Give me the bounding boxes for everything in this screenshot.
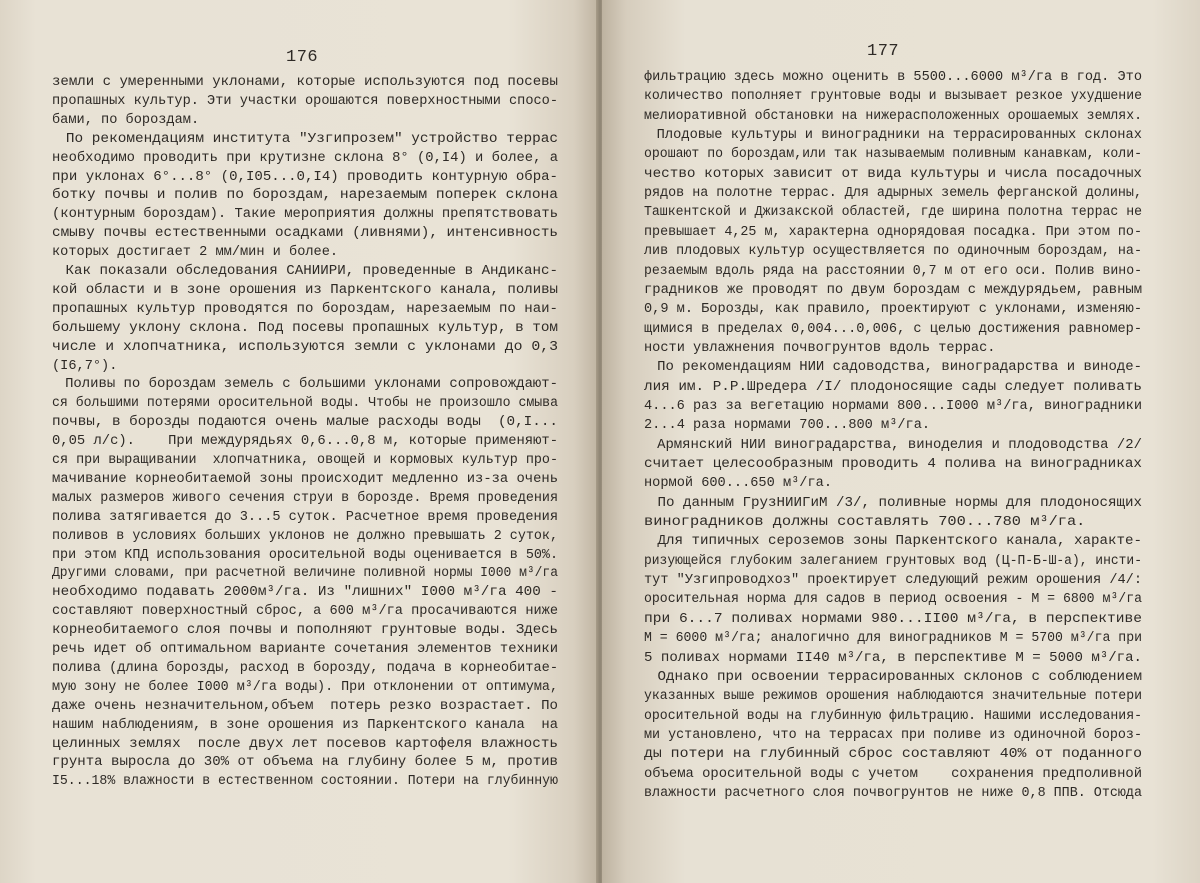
text-line: при этом КПД использования оросительной воды оценивается в 50%. [52, 546, 558, 563]
text-line: речь идет об оптимальном варианте сочетания элементов техники [52, 641, 558, 657]
text-line: пропашных культур. Эти участки орошаются поверхностными спосо- [52, 92, 558, 109]
text-line: Как показали обследования САНИИРИ, проведенные в Андиканс- [40, 263, 558, 279]
right-page-number: 177 [867, 42, 900, 61]
text-line: кой области и в зоне орошения из Паркентского канала, поливы [52, 281, 558, 298]
text-line: 2...4 раза нормами 700...800 м³/га. [644, 417, 931, 434]
text-line: Для типичных сероземов зоны Паркентского канала, характе- [632, 533, 1142, 550]
text-line: смыву почвы естественными осадками (ливнями), интенсивность [52, 225, 558, 242]
text-line: считает целесообразным проводить 4 полива на виноградниках [644, 456, 1142, 472]
text-line: нормой 600...650 м³/га. [644, 475, 832, 492]
text-line: малых размеров живого сечения струи в борозде. Время проведения [52, 489, 558, 506]
text-line: ся при выращивании хлопчатника, овощей и кормовых культур про- [52, 452, 558, 468]
text-line: лив плодовых культур осуществляется по одиночным бороздам, на- [644, 243, 1142, 260]
text-line: пропашных культур проводятся по бороздам, нарезаемым по наи- [52, 300, 558, 317]
text-line: ми установлено, что на террасах при поливе из одиночной бороз- [644, 726, 1142, 743]
text-line: необходимо подавать 2000м³/га. Из "лишних" I000 м³/га 400 - [52, 584, 558, 601]
text-line: оросительной воды на глубинную фильтрацию. Нашими исследования- [644, 707, 1142, 724]
text-line: 5 поливах нормами II40 м³/га, в перспективе М = 5000 м³/га. [644, 649, 1142, 666]
text-line: даже очень незначительном,объем потерь резко возрастает. По [52, 697, 558, 714]
text-line: ности увлажнения почвогрунтов вдоль террас. [644, 339, 996, 356]
text-line: Однако при освоении террасированных склонов с соблюдением [632, 668, 1142, 685]
text-line: Поливы по бороздам земель с большими уклонами сопровождают- [40, 376, 558, 393]
text-line: указанных выше режимов орошения наблюдаются значительные потери [644, 688, 1142, 705]
text-line: ся большими потерями оросительной воды. Чтобы не произошло смыва [52, 395, 558, 412]
text-line: мую зону не более I000 м³/га воды). При отклонении от оптимума, [52, 678, 558, 695]
text-line: ризующейся глубоким залеганием грунтовых вод (Ц-П-Б-Ш-а), инсти- [644, 552, 1142, 569]
text-line: числе и хлопчатника, используются земли с уклонами до 0,3 [52, 338, 558, 355]
text-line: полива затягивается до 3...5 суток. Расчетное время проведения [52, 508, 558, 525]
text-line: чество которых зависит от вида культуры и числа посадочных [644, 165, 1142, 182]
text-line: ботку почвы и полив по бороздам, нарезаемым поперек склона [52, 187, 558, 204]
text-line: щимися в пределах 0,004...0,006, с целью достижения равномер- [644, 320, 1142, 337]
right-page [602, 0, 1200, 883]
text-line: ды потери на глубинный сброс составляют 40% от поданного [644, 746, 1142, 763]
text-line: полива (длина борозды, расход в борозду, подача в корнеобитае- [52, 659, 558, 676]
text-line: По данным ГрузНИИГиМ /3/, поливные нормы для плодоносящих [632, 494, 1142, 511]
text-line: оросительная норма для садов в период освоения - М = 6800 м³/га [644, 591, 1142, 608]
text-line: 0,05 л/с). При междурядьях 0,6...0,8 м, которые применяют- [52, 433, 558, 450]
text-line: влажности расчетного слоя почвогрунтов не ниже 0,8 ППВ. Отсюда [644, 784, 1142, 801]
text-line: градников же проводят по двум бороздам с междурядьем, равным [644, 281, 1142, 298]
text-line: резаемым вдоль ряда на расстоянии 0,7 м от его оси. Полив вино- [644, 262, 1142, 279]
text-line: которых достигает 2 мм/мин и более. [52, 244, 339, 261]
text-line: По рекомендациям института "Узгипрозем" устройство террас [40, 130, 558, 147]
text-line: По рекомендациям НИИ садоводства, виноградарства и виноде- [632, 359, 1142, 376]
text-line: поливов в условиях больших уклонов не должно превышать 2 суток, [52, 527, 558, 544]
text-line: корнеобитаемого слоя почвы и пополняют грунтовые воды. Здесь [52, 622, 558, 639]
text-line: Ташкентской и Джизакской областей, где ширина полотна террас не [644, 204, 1142, 221]
text-line: при уклонах 6°...8° (0,I05...0,I4) проводить контурную обра- [52, 168, 558, 185]
text-line: нашим наблюдениям, в зоне орошения из Паркентского канала на [52, 716, 558, 733]
text-line: орошают по бороздам,или так называемым поливным канавкам, коли- [644, 146, 1142, 163]
text-line: превышает 4,25 м, характерна однорядовая посадка. При этом по- [644, 223, 1142, 240]
text-line: бами, по бороздам. [52, 111, 200, 128]
text-line: целинных землях после двух лет посевов картофеля влажность [52, 735, 558, 752]
text-line: Армянский НИИ виноградарства, виноделия и плодоводства /2/ [632, 436, 1142, 453]
text-line: земли с умеренными уклонами, которые используются под посевы [52, 74, 558, 90]
text-line: М = 6000 м³/га; аналогично для виноградников М = 5700 м³/га при [644, 630, 1142, 647]
text-line: почвы, в борозды подаются очень малые расходы воды (0,I... [52, 414, 558, 431]
left-page [0, 0, 598, 883]
text-line: (контурным бороздам). Такие мероприятия должны препятствовать [52, 206, 558, 223]
text-line: (I6,7°). [52, 357, 118, 374]
text-line: виноградников должны составлять 700...780 м³/га. [644, 514, 1086, 531]
text-line: фильтрацию здесь можно оценить в 5500...6000 м³/га в год. Это [644, 69, 1142, 85]
text-line: рядов на полотне террас. Для адырных земель ферганской долины, [644, 185, 1142, 202]
text-line: большему уклону склона. Под посевы пропашных культур, в том [52, 319, 558, 336]
text-line: необходимо проводить при крутизне склона 8° (0,I4) и более, а [52, 149, 558, 166]
text-line: объема оросительной воды с учетом сохранения предполивной [644, 765, 1142, 782]
text-line: грунта выросла до 30% от объема на глубину более 5 м, против [52, 754, 558, 771]
text-line: тут "Узгипроводхоз" проектирует следующий режим орошения /4/: [644, 572, 1142, 589]
text-line: Другими словами, при расчетной величине поливной нормы I000 м³/га [52, 565, 558, 582]
text-line: Плодовые культуры и виноградники на террасированных склонах [632, 127, 1142, 144]
text-line: 0,9 м. Борозды, как правило, проектируют с уклонами, изменяю- [644, 301, 1142, 318]
left-page-number: 176 [286, 48, 319, 67]
text-line: количество пополняет грунтовые воды и вызывает резкое ухудшение [644, 88, 1142, 105]
text-line: 4...6 раз за вегетацию нормами 800...I000 м³/га, виноградники [644, 397, 1142, 414]
text-line: при 6...7 поливах нормами 980...II00 м³/га, в перспективе [644, 610, 1142, 627]
text-line: мачивание корнеобитаемой зоны происходит медленно из-за очень [52, 470, 558, 487]
text-line: I5...18% влажности в естественном состоянии. Потери на глубинную [52, 773, 558, 790]
text-line: лия им. Р.Р.Шредера /I/ плодоносящие сады следует поливать [644, 378, 1142, 395]
text-line: мелиоративной обстановки на нижерасположенных орошаемых землях. [644, 107, 1142, 124]
text-line: составляют поверхностный сброс, а 600 м³/га просачиваются ниже [52, 603, 558, 620]
